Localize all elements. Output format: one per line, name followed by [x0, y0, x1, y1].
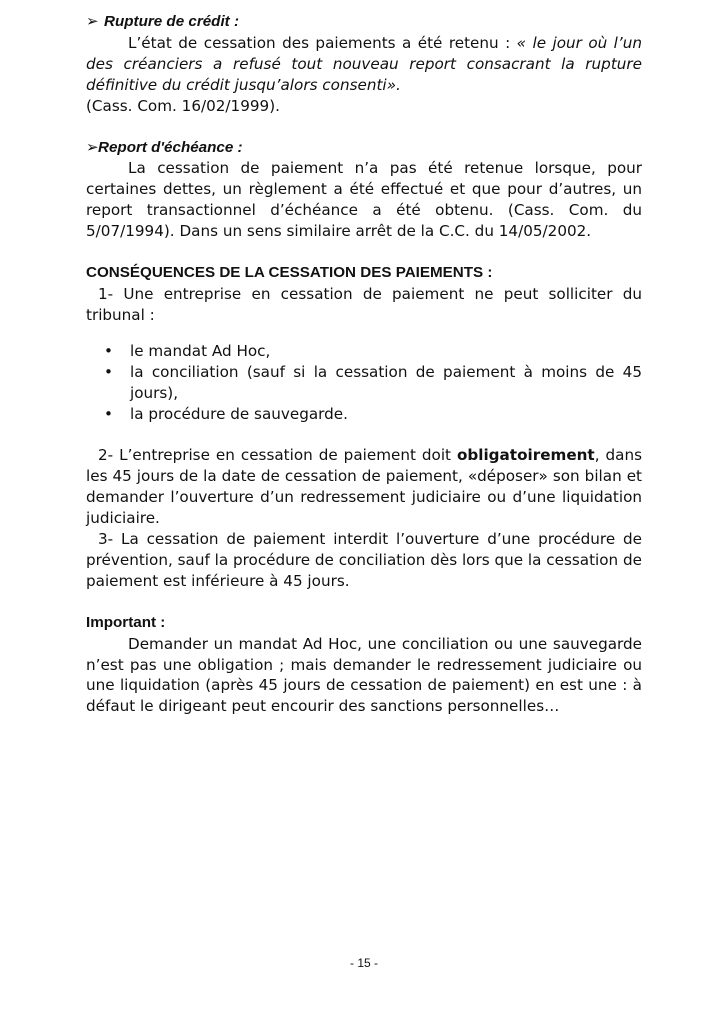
bullet-icon: • — [104, 404, 113, 423]
right-arrowhead-icon: ➢ — [86, 13, 99, 30]
spacer — [86, 117, 642, 138]
bullet-icon: • — [104, 341, 113, 360]
page-number: - 15 - — [349, 956, 378, 970]
citation: (Cass. Com. 16/02/1999). — [86, 96, 280, 115]
bullet-icon: • — [104, 362, 113, 381]
point-text: , dans les 45 jours de la date de cessation de paiement, «déposer» son bilan et demander l’ouverture d’un redressement judiciaire ou d’une liquidation judiciaire. — [86, 446, 642, 528]
list-item-text: la procédure de sauvegarde. — [130, 404, 348, 423]
heading-text: Rupture de crédit : — [104, 13, 240, 30]
list-item-text: la conciliation (sauf si la cessation de paiement à moins de 45 jours), — [130, 362, 642, 402]
point-2 — [86, 445, 642, 529]
list-item-text: le mandat Ad Hoc, — [130, 341, 271, 360]
section-heading-important: Important : — [86, 613, 166, 631]
right-arrowhead-icon: ➢ — [86, 138, 99, 156]
spacer — [86, 424, 642, 445]
quotation: « le jour où l’un des créanciers a refusé tout nouveau report consacrant la rupture définitive du crédit jusqu’alors consenti». — [86, 33, 642, 94]
section-heading-consequences: CONSÉQUENCES DE LA CESSATION DES PAIEMENTS : — [86, 264, 493, 282]
spacer — [86, 242, 642, 263]
point-text: 2- L’entreprise en cessation de paiement doit — [98, 446, 457, 465]
point-1: 1- Une entreprise en cessation de paiement ne peut solliciter du tribunal : — [86, 284, 642, 324]
page-content — [86, 12, 642, 717]
heading-text: Report d'échéance : — [98, 138, 243, 156]
list-item — [86, 404, 642, 425]
list-item — [86, 341, 642, 362]
list-item — [86, 362, 642, 404]
paragraph-text: L’état de cessation des paiements a été retenu : — [128, 33, 517, 52]
section-heading-rupture — [86, 12, 642, 33]
paragraph-important: Demander un mandat Ad Hoc, une conciliation ou une sauvegarde n’est pas une obligation ; mais demander le redressement judiciaire ou une liquidation (après 45 jours de cessation de paiement) en est une : à défaut le dirigeant peut encourir des sanctions personnelles… — [86, 634, 642, 716]
emphasis: obligatoirement — [456, 446, 595, 465]
point-3: 3- La cessation de paiement interdit l’ouverture d’une procédure de prévention, sauf la procédure de conciliation dès lors que la cessation de paiement est inférieure à 45 jours. — [86, 530, 642, 590]
section-heading-report — [86, 138, 642, 159]
paragraph-rupture — [86, 33, 642, 96]
bullet-list — [86, 341, 642, 425]
spacer — [86, 326, 642, 341]
paragraph-report: La cessation de paiement n’a pas été retenue lorsque, pour certaines dettes, un règlement a été effectué et que pour d’autres, un report transactionnel d’échéance a été obtenu. (Cass. Com. du 5/07/1994). Dans un sens similaire arrêt de la C.C. du 14/05/2002. — [86, 159, 642, 241]
spacer — [86, 592, 642, 613]
